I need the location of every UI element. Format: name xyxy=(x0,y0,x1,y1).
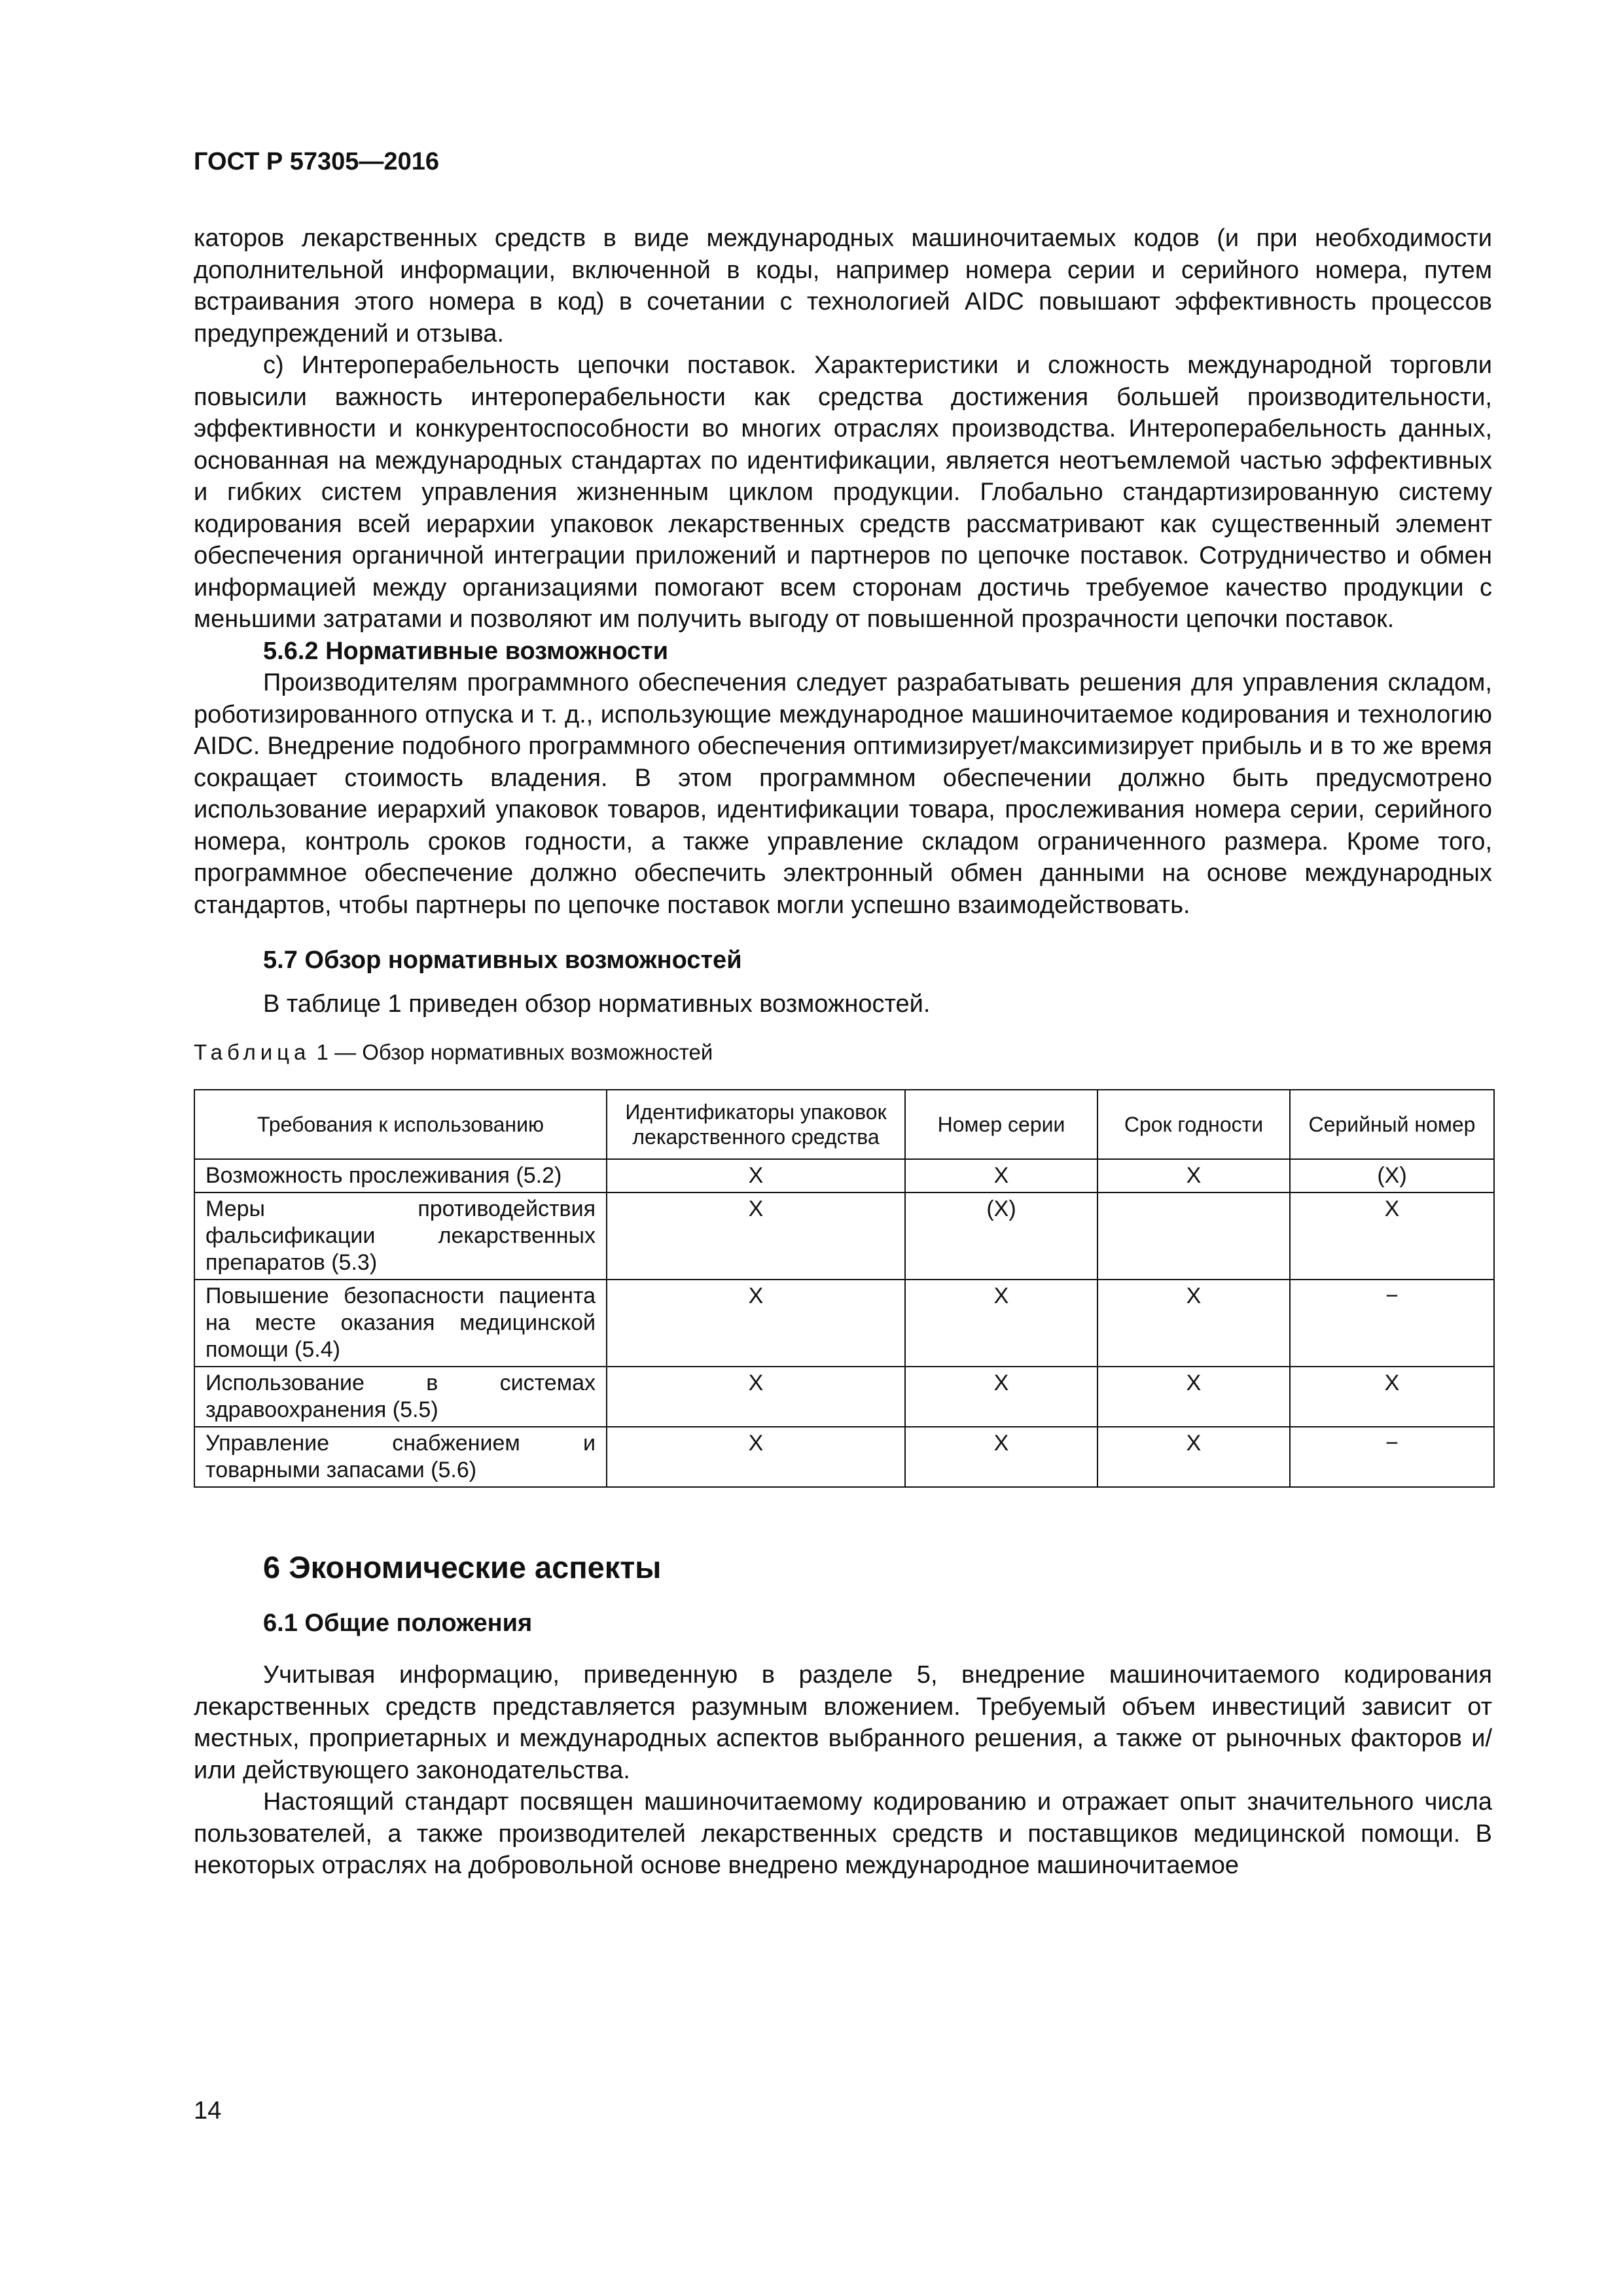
cell-package-identifiers: X xyxy=(607,1159,905,1193)
cell-package-identifiers: X xyxy=(607,1427,905,1487)
paragraph-table-reference: В таблице 1 приведен обзор нормативных возможностей. xyxy=(263,990,931,1018)
table-caption xyxy=(194,1039,1492,1066)
column-header-batch-number: Номер серии xyxy=(905,1090,1097,1159)
column-header-requirements: Требования к использованию xyxy=(194,1090,607,1159)
cell-expiry-date: X xyxy=(1097,1280,1290,1367)
cell-expiry-date: X xyxy=(1097,1367,1290,1427)
table-header-row xyxy=(194,1090,1494,1159)
cell-package-identifiers: X xyxy=(607,1280,905,1367)
cell-expiry-date: X xyxy=(1097,1159,1290,1193)
table-caption-text: 1 — Обзор нормативных возможностей xyxy=(310,1040,713,1064)
document-body xyxy=(194,223,1492,1882)
table-row xyxy=(194,1159,1494,1193)
subsection-heading-5-6-2: 5.6.2 Нормативные возможности xyxy=(263,637,669,665)
table-caption-label: Таблица xyxy=(194,1040,311,1064)
cell-serial-number: (X) xyxy=(1290,1159,1494,1193)
subsection-heading-5-7: 5.7 Обзор нормативных возможностей xyxy=(263,946,742,974)
overview-table xyxy=(194,1089,1495,1488)
cell-requirement: Управление снабжением и товарными запасами (5.6) xyxy=(194,1427,607,1487)
paragraph-supply-chain-interoperability: c) Интероперабельность цепочки поставок. Характеристики и сложность международной торговли повысили важность интероперабельности как средства достижения большей производительности, эффективности и конкурентоспособности во многих отраслях производства. Интероперабельность данных, основанная на международных стандартах по идентификации, является неотъемлемой частью эффективных и гибких систем управления жизненным циклом продукции. Глобально стандартизированную систему кодирования всей иерархии упаковок лекарственных средств рассматривают как существенный элемент обеспечения органичной интеграции приложений и партнеров по цепочке поставок. Сотрудничество и обмен информацией между организациями помогают всем сторонам достичь требуемое качество продукции с меньшими затратами и позволяют им получить выгоду от повышенной прозрачности цепочки поставок. xyxy=(194,351,1492,633)
cell-requirement: Возможность прослеживания (5.2) xyxy=(194,1159,607,1193)
table-row xyxy=(194,1427,1494,1487)
cell-batch-number: X xyxy=(905,1159,1097,1193)
cell-batch-number: X xyxy=(905,1367,1097,1427)
cell-serial-number: − xyxy=(1290,1280,1494,1367)
cell-requirement: Меры противодействия фальсификации лекарственных препаратов (5.3) xyxy=(194,1193,607,1280)
cell-batch-number: X xyxy=(905,1280,1097,1367)
table-row xyxy=(194,1280,1494,1367)
cell-batch-number: (X) xyxy=(905,1193,1097,1280)
column-header-package-identifiers: Идентификаторы упаковок лекарственного средства xyxy=(607,1090,905,1159)
cell-requirement: Использование в системах здравоохранения (5.5) xyxy=(194,1367,607,1427)
cell-expiry-date: X xyxy=(1097,1427,1290,1487)
column-header-serial-number: Серийный номер xyxy=(1290,1090,1494,1159)
paragraph-continuation: каторов лекарственных средств в виде международных машиночитаемых кодов (и при необходимости дополнительной информации, включенной в коды, например номера серии и серийного номера, путем встраивания этого номера в код) в сочетании с технологией AIDC повышают эффективность процессов предупреждений и отзыва. xyxy=(194,224,1492,348)
cell-expiry-date xyxy=(1097,1193,1290,1280)
cell-serial-number: − xyxy=(1290,1427,1494,1487)
cell-requirement: Повышение безопасности пациента на месте оказания медицинской помощи (5.4) xyxy=(194,1280,607,1367)
cell-package-identifiers: X xyxy=(607,1193,905,1280)
paragraph-normative-capabilities: Производителям программного обеспечения следует разрабатывать решения для управления складом, роботизированного отпуска и т. д., использующие международное машиночитаемое кодирования и технологию AIDC. Внедрение подобного программного обеспечения оптимизирует/максимизирует прибыль и в то же время сокращает стоимость владения. В этом программном обеспечении должно быть предусмотрено использование иерархий упаковок товаров, идентификации товара, прослеживания номера серии, серийного номера, контроль сроков годности, а также управление складом ограниченного размера. Кроме того, программное обеспечение должно обеспечить электронный обмен данными на основе международных стандартов, чтобы партнеры по цепочке поставок могли успешно взаимодействовать. xyxy=(194,669,1492,919)
table-row xyxy=(194,1367,1494,1427)
paragraph-economic-investment: Учитывая информацию, приведенную в разделе 5, внедрение машиночитаемого кодирования лекарственных средств представляется разумным вложением. Требуемый объем инвестиций зависит от местных, проприетарных и международных аспектов выбранного решения, а также от рыночных факторов и/или действующего законодательства. xyxy=(194,1661,1492,1784)
subsection-heading-6-1: 6.1 Общие положения xyxy=(263,1609,533,1637)
section-heading-6: 6 Экономические аспекты xyxy=(263,1550,662,1585)
cell-serial-number: X xyxy=(1290,1367,1494,1427)
page-number: 14 xyxy=(194,2097,222,2125)
table-row xyxy=(194,1193,1494,1280)
cell-serial-number: X xyxy=(1290,1193,1494,1280)
page-header-standard-code: ГОСТ Р 57305—2016 xyxy=(194,148,439,175)
column-header-expiry-date: Срок годности xyxy=(1097,1090,1290,1159)
paragraph-standard-scope: Настоящий стандарт посвящен машиночитаемому кодированию и отражает опыт значительного числа пользователей, а также производителей лекарственных средств и поставщиков медицинской помощи. В некоторых отраслях на добровольной основе внедрено международное машиночитаемое xyxy=(194,1788,1492,1879)
cell-package-identifiers: X xyxy=(607,1367,905,1427)
cell-batch-number: X xyxy=(905,1427,1097,1487)
